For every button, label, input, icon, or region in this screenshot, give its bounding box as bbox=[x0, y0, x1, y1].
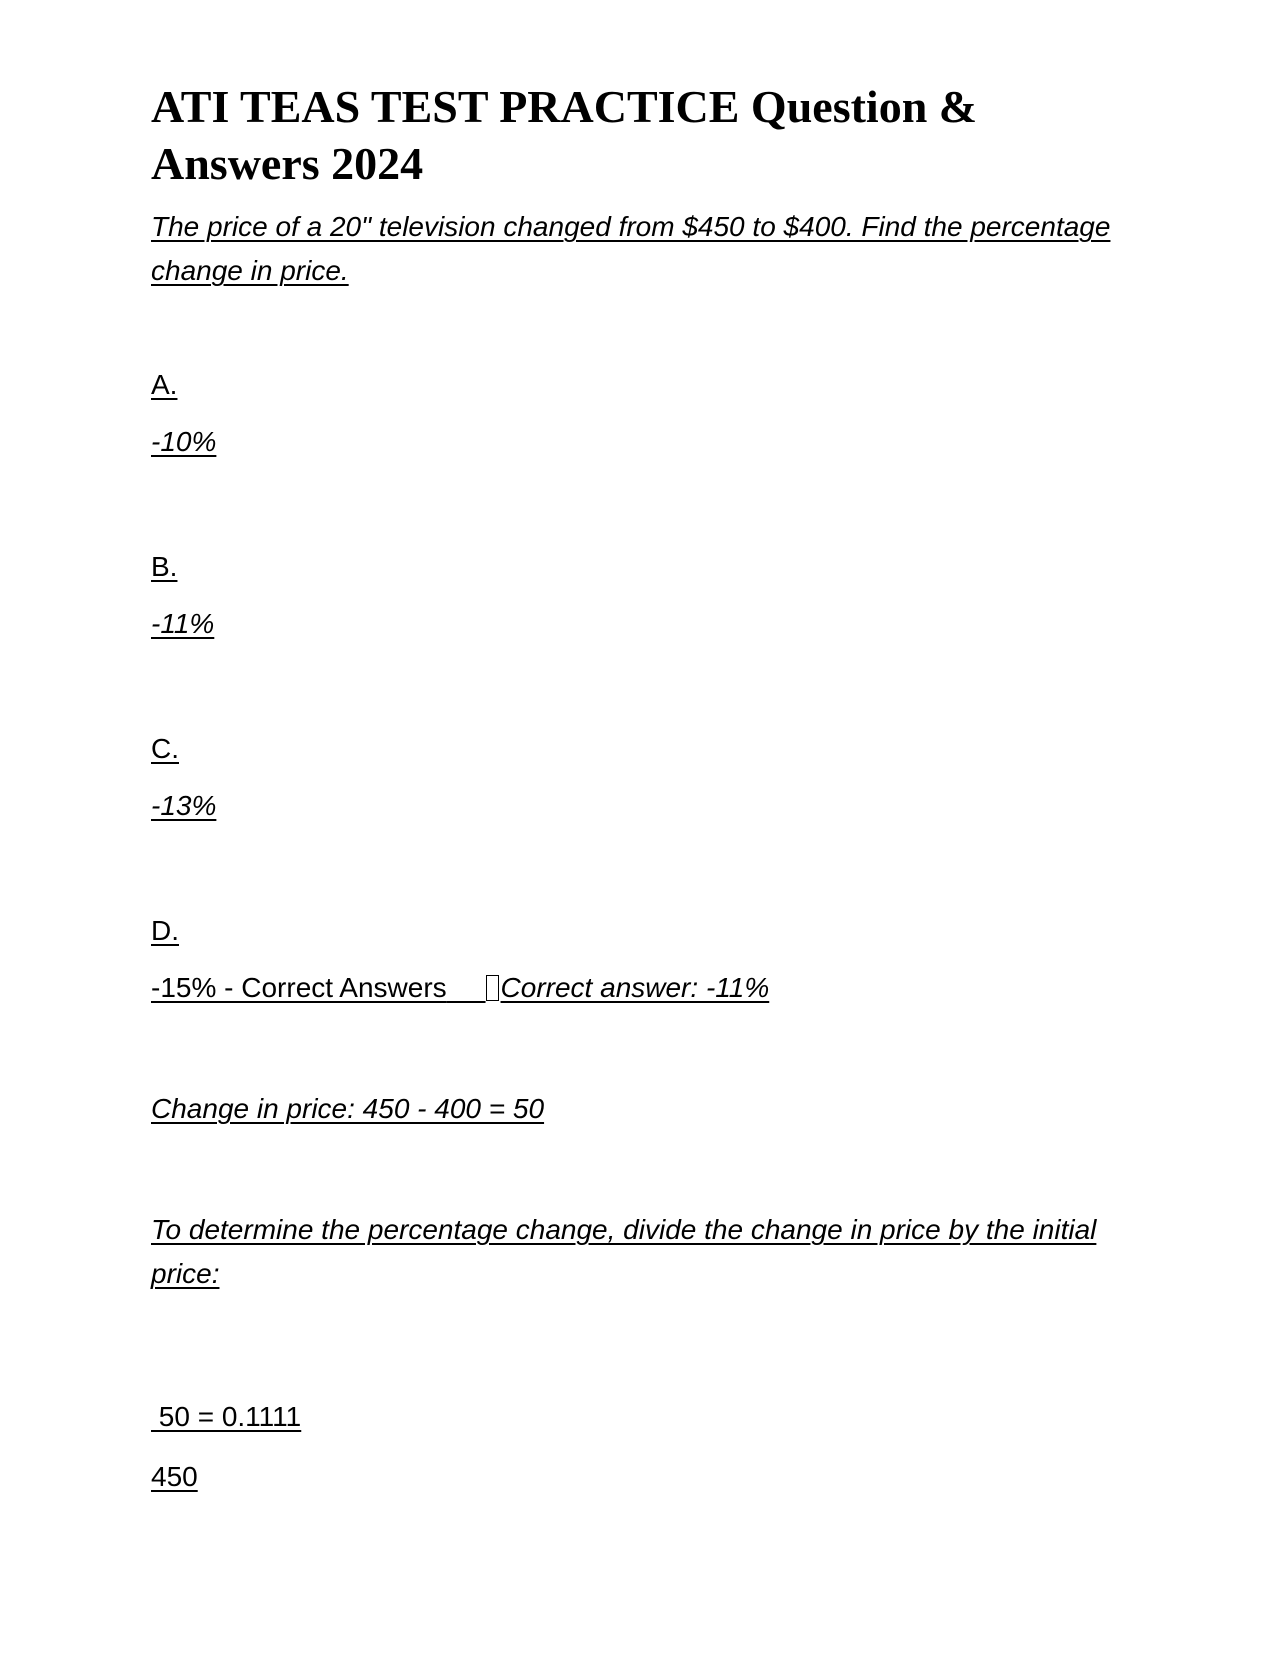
explanation-text: To determine the percentage change, divide the change in price by the initial price: bbox=[151, 1214, 1097, 1289]
option-d-line bbox=[151, 966, 769, 1010]
option-c-value: -13% bbox=[151, 790, 217, 821]
question-text: The price of a 20" television changed from $450 to $400. Find the percentage change in price. bbox=[151, 211, 1111, 286]
option-b-value: -11% bbox=[151, 608, 215, 639]
change-in-price: Change in price: 450 - 400 = 50 bbox=[151, 1093, 545, 1124]
missing-glyph-box-icon bbox=[486, 975, 499, 1001]
document-title: ATI TEAS TEST PRACTICE Question & Answers 2024 bbox=[151, 81, 978, 189]
option-d-letter: D. bbox=[151, 915, 179, 946]
fraction-denominator: 450 bbox=[151, 1461, 198, 1492]
option-c-letter: C. bbox=[151, 733, 179, 764]
option-d-value: -15% - Correct Answers bbox=[151, 972, 447, 1003]
fraction-numerator: 50 = 0.1111 bbox=[151, 1401, 302, 1432]
option-b-letter: B. bbox=[151, 551, 178, 582]
correct-answer: Correct answer: -11% bbox=[500, 972, 770, 1003]
option-a-letter: A. bbox=[151, 369, 178, 400]
option-a-value: -10% bbox=[151, 426, 217, 457]
